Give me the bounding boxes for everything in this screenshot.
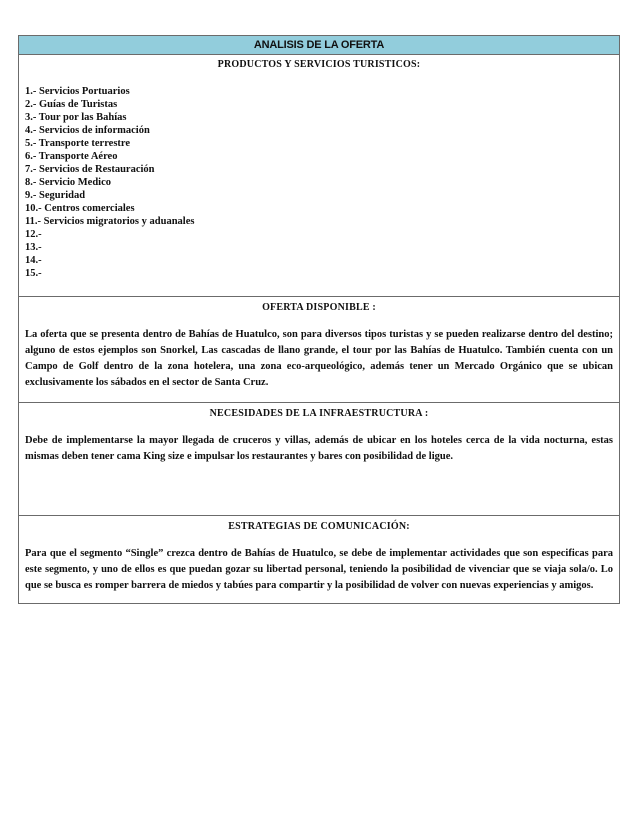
available-offer-text: La oferta que se presenta dentro de Bahías de Huatulco, son para diversos tipos turistas y se pueden realizarse dentro del destino; alguno de estos ejemplos son Snorkel, Las cascadas de llano grande, el tour por las Bahías de Huatulco. También cuenta con un Campo de Golf dentro de la zona hotelera, una zona eco-arqueológico, además tener un Mercado Orgánico que se ubican exclusivamente los sábados en el sector de Santa Cruz.: [25, 329, 613, 388]
list-item: 4.- Servicios de información: [25, 125, 150, 136]
document-title: ANALISIS DE LA OFERTA: [19, 36, 619, 55]
list-item: 7.- Servicios de Restauración: [25, 164, 155, 175]
list-item: 11.- Servicios migratorios y aduanales: [25, 216, 195, 227]
available-offer-heading: OFERTA DISPONIBLE :: [262, 302, 376, 313]
infrastructure-needs-section: [19, 403, 619, 516]
list-item: 9.- Seguridad: [25, 190, 86, 201]
infrastructure-needs-text: Debe de implementarse la mayor llegada de cruceros y villas, además de ubicar en los hoteles cerca de la vida nocturna, estas mismas deben tener cama King size e impulsar los restaurantes y bares con posibilidad de ligue.: [25, 435, 613, 462]
list-item: 10.- Centros comerciales: [25, 203, 135, 214]
list-item: 5.- Transporte terrestre: [25, 138, 131, 149]
list-item: 12.-: [25, 229, 42, 240]
products-services-section: [19, 55, 619, 297]
list-item: 1.- Servicios Portuarios: [25, 86, 130, 97]
infrastructure-needs-heading: NECESIDADES DE LA INFRAESTRUCTURA :: [209, 408, 429, 419]
communication-strategies-heading: ESTRATEGIAS DE COMUNICACIÓN:: [228, 521, 410, 532]
products-services-list: [25, 85, 613, 280]
list-item: 2.- Guías de Turistas: [25, 99, 118, 110]
products-services-heading: PRODUCTOS Y SERVICIOS TURISTICOS:: [217, 59, 421, 70]
list-item: 3.- Tour por las Bahías: [25, 112, 127, 123]
list-item: 15.-: [25, 268, 42, 279]
analysis-table: [18, 35, 620, 604]
communication-strategies-text: Para que el segmento “Single” crezca dentro de Bahías de Huatulco, se debe de implementar actividades que son especificas para este segmento, y uno de ellos es que puedan gozar su libertad personal, teniendo la posibilidad de vivenciar que se viaja sola/o. Lo que se busca es romper barrera de miedos y tabúes para compartir y la posibilidad de volver con nuevas experiencias y amigos.: [25, 548, 613, 591]
list-item: 14.-: [25, 255, 42, 266]
list-item: 8.- Servicio Medico: [25, 177, 112, 188]
list-item: 13.-: [25, 242, 42, 253]
available-offer-section: [19, 297, 619, 403]
communication-strategies-section: [19, 516, 619, 603]
list-item: 6.- Transporte Aéreo: [25, 151, 118, 162]
